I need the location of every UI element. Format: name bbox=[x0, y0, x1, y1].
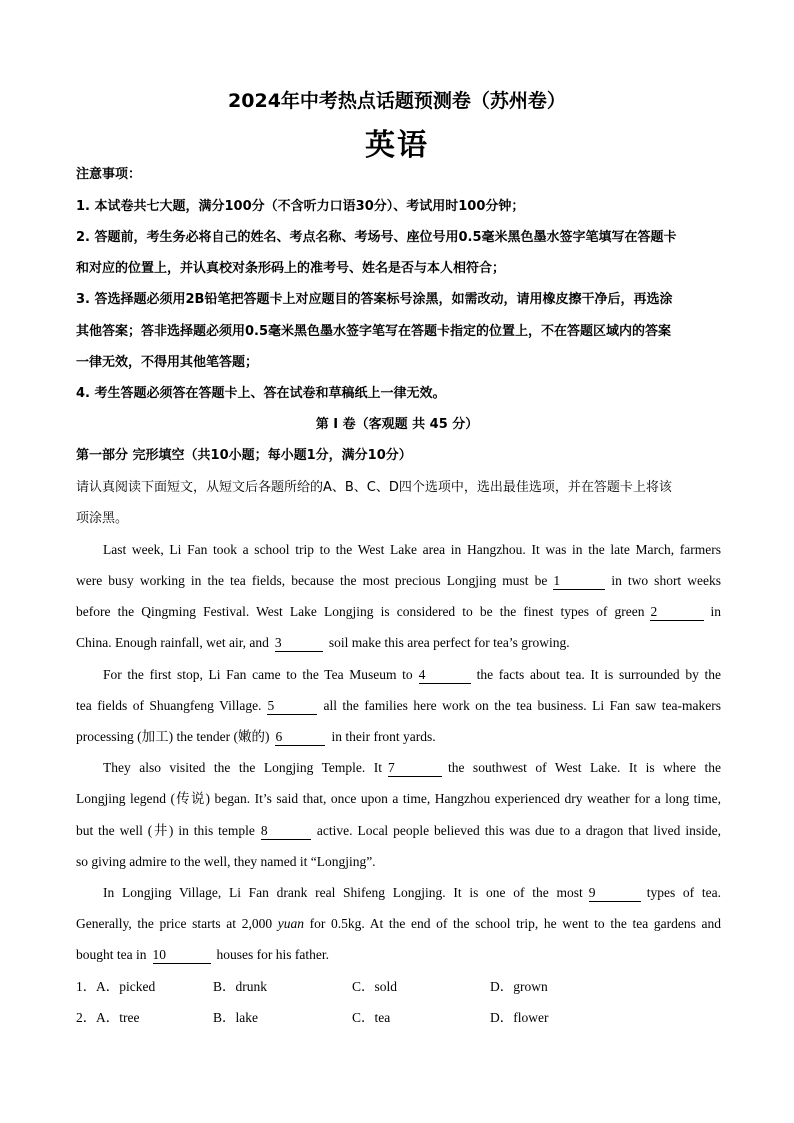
text: the southwest of West Lake. It is where the bbox=[447, 760, 721, 775]
option-a[interactable]: A．picked bbox=[96, 979, 156, 994]
part-heading: 第一部分 完形填空（共10小题；每小题1分，满分10分） bbox=[76, 448, 412, 463]
option-c[interactable]: C．sold bbox=[352, 979, 398, 994]
blank-4: 4 bbox=[419, 667, 471, 684]
passage-line bbox=[76, 571, 721, 591]
passage-line bbox=[76, 665, 721, 685]
blank-1: 1 bbox=[553, 573, 605, 590]
notes-heading: 注意事项： bbox=[76, 167, 142, 182]
passage-line bbox=[76, 727, 721, 747]
text: processing (加工) the tender (嫩的) bbox=[76, 729, 270, 744]
option-d[interactable]: D．flower bbox=[490, 1010, 549, 1025]
note-3a: 3. 答选择题必须用2B铅笔把答题卡上对应题目的答案标号涂黑，如需改动，请用橡皮擦干净后，再选涂 bbox=[76, 292, 673, 307]
passage-line bbox=[76, 758, 721, 778]
blank-6: 6 bbox=[275, 729, 325, 746]
text: active. Local people believed this was due to a dragon that lived inside, bbox=[316, 823, 721, 838]
text: in their front yards. bbox=[331, 729, 436, 744]
question-number: 1． bbox=[76, 979, 97, 994]
blank-10: 10 bbox=[153, 947, 211, 964]
note-2b: 和对应的位置上，并认真校对条形码上的准考号、姓名是否与本人相符合； bbox=[76, 261, 506, 276]
blank-8: 8 bbox=[261, 823, 311, 840]
text: soil make this area perfect for tea’s growing. bbox=[328, 635, 570, 650]
volume-heading: 第 I 卷（客观题 共 45 分） bbox=[315, 417, 479, 432]
blank-7: 7 bbox=[388, 760, 442, 777]
text: In Longjing Village, Li Fan drank real Shifeng Longjing. It is one of the most bbox=[103, 885, 583, 900]
option-a[interactable]: A．tree bbox=[96, 1010, 140, 1025]
note-2a: 2. 答题前，考生务必将自己的姓名、考点名称、考场号、座位号用0.5毫米黑色墨水签字笔填写在答题卡 bbox=[76, 230, 677, 245]
text: all the families here work on the tea business. Li Fan saw tea-makers bbox=[323, 698, 721, 713]
note-4: 4. 考生答题必须答在答题卡上、答在试卷和草稿纸上一律无效。 bbox=[76, 386, 446, 401]
question-number: 2． bbox=[76, 1010, 97, 1025]
text: For the first stop, Li Fan came to the Tea Museum to bbox=[103, 667, 413, 682]
note-1: 1. 本试卷共七大题，满分100分（不含听力口语30分）、考试用时100分钟； bbox=[76, 199, 525, 214]
passage-line bbox=[76, 914, 721, 934]
page-title: 2024年中考热点话题预测卷（苏州卷） bbox=[228, 90, 566, 112]
italic-text: yuan bbox=[277, 916, 304, 931]
text: before the Qingming Festival. West Lake Longjing is considered to be the finest types of green bbox=[76, 604, 645, 619]
option-b[interactable]: B．lake bbox=[213, 1010, 258, 1025]
blank-2: 2 bbox=[650, 604, 704, 621]
instruction-b: 项涂黑。 bbox=[76, 511, 129, 526]
text: in bbox=[710, 604, 721, 619]
note-3b: 其他答案；答非选择题必须用0.5毫米黑色墨水签字笔写在答题卡指定的位置上，不在答题区域内的答案 bbox=[76, 324, 672, 339]
text: Generally, the price starts at 2,000 bbox=[76, 916, 273, 931]
passage-line bbox=[76, 633, 721, 653]
text: They also visited the the Longjing Temple. It bbox=[103, 760, 382, 775]
blank-9: 9 bbox=[589, 885, 641, 902]
passage-line: Last week, Li Fan took a school trip to the West Lake area in Hangzhou. It was in the late March, farmers bbox=[103, 542, 721, 557]
text: houses for his father. bbox=[216, 947, 329, 962]
text: tea fields of Shuangfeng Village. bbox=[76, 698, 262, 713]
passage-line bbox=[76, 821, 721, 841]
text: but the well (井) in this temple bbox=[76, 823, 255, 838]
passage-line bbox=[76, 602, 721, 622]
option-b[interactable]: B．drunk bbox=[213, 979, 267, 994]
blank-3: 3 bbox=[275, 635, 323, 652]
passage-line: so giving admire to the well, they named it “Longjing”. bbox=[76, 854, 376, 869]
blank-5: 5 bbox=[267, 698, 317, 715]
option-d[interactable]: D．grown bbox=[490, 979, 548, 994]
option-c[interactable]: C．tea bbox=[352, 1010, 391, 1025]
text: in two short weeks bbox=[611, 573, 721, 588]
note-3c: 一律无效，不得用其他笔答题； bbox=[76, 355, 259, 370]
text: bought tea in bbox=[76, 947, 147, 962]
passage-line bbox=[76, 696, 721, 716]
passage-line: Longjing legend (传说) began. It’s said that, once upon a time, Hangzhou experienced dry weather for a long time, bbox=[76, 791, 721, 806]
passage-line bbox=[76, 883, 721, 903]
text: types of tea. bbox=[646, 885, 721, 900]
text: China. Enough rainfall, wet air, and bbox=[76, 635, 269, 650]
subject-title: 英语 bbox=[365, 128, 429, 163]
text: were busy working in the tea fields, because the most precious Longjing must be bbox=[76, 573, 548, 588]
instruction-a: 请认真阅读下面短文，从短文后各题所给的A、B、C、D四个选项中，选出最佳选项，并在答题卡上将该 bbox=[76, 480, 672, 495]
text: for 0.5kg. At the end of the school trip, he went to the tea gardens and bbox=[309, 916, 722, 931]
text: the facts about tea. It is surrounded by the bbox=[476, 667, 721, 682]
passage-line bbox=[76, 945, 721, 965]
